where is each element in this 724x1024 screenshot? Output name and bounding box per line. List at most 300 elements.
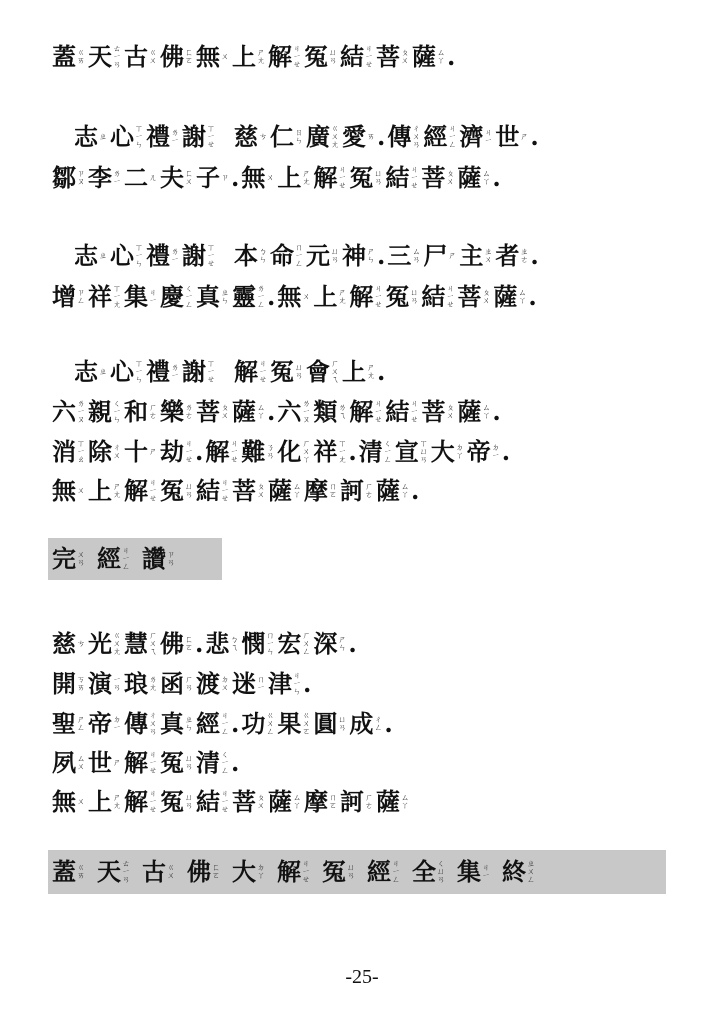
hanzi: 禮 bbox=[146, 241, 170, 270]
zhuyin: ㄊ ㄧ ㄢ bbox=[122, 859, 130, 884]
hanzi: 終 bbox=[502, 857, 526, 886]
hanzi: 佛 bbox=[160, 629, 184, 658]
hanzi: 悲 bbox=[205, 629, 230, 658]
annotated-character bbox=[52, 629, 85, 659]
hanzi: 上 bbox=[88, 476, 112, 505]
annotated-character bbox=[52, 857, 85, 887]
hanzi: 結 bbox=[196, 787, 220, 816]
zhuyin: ㄐ ㄧ ㄝ bbox=[338, 165, 347, 190]
annotated-character bbox=[306, 122, 339, 152]
hanzi: 解 bbox=[234, 357, 258, 386]
annotated-character bbox=[376, 476, 409, 506]
zhuyin: ㄕ bbox=[448, 251, 457, 260]
zhuyin: ㄩ ㄢ bbox=[347, 863, 355, 880]
zhuyin: ㄑ ㄩ ㄢ bbox=[437, 859, 445, 884]
annotated-character bbox=[387, 122, 420, 152]
zhuyin: ㄕ ㄤ bbox=[113, 482, 121, 499]
annotated-character bbox=[385, 397, 418, 427]
zhuyin: ㄍ ㄞ bbox=[77, 863, 85, 880]
zhuyin: ㄘ bbox=[77, 639, 85, 648]
hanzi: 和 bbox=[124, 397, 148, 426]
annotated-character bbox=[277, 397, 310, 427]
hanzi: 會 bbox=[306, 357, 330, 386]
text-line bbox=[74, 122, 541, 152]
hanzi: 薩 bbox=[457, 397, 482, 426]
zhuyin: ㄍ ㄞ bbox=[77, 48, 85, 65]
zhuyin: ㄈ ㄨ bbox=[185, 169, 193, 186]
annotated-character bbox=[196, 709, 229, 739]
punctuation-period: . bbox=[231, 163, 240, 192]
annotated-character bbox=[421, 397, 454, 427]
annotated-character bbox=[421, 163, 454, 193]
annotated-character bbox=[322, 857, 355, 887]
hanzi: 古 bbox=[142, 857, 166, 886]
annotated-character bbox=[88, 669, 121, 699]
annotated-character bbox=[232, 787, 265, 817]
zhuyin: ㄌ ㄧ bbox=[171, 247, 179, 264]
hanzi: 上 bbox=[277, 163, 302, 192]
hanzi: 三 bbox=[387, 241, 412, 270]
zhuyin: ㄑ ㄧ ㄥ bbox=[185, 284, 193, 309]
annotated-character bbox=[205, 437, 238, 467]
annotated-character bbox=[277, 857, 310, 887]
hanzi: 解 bbox=[268, 42, 292, 71]
hanzi: 慶 bbox=[160, 282, 184, 311]
annotated-character bbox=[232, 476, 265, 506]
zhuyin: ㄔ ㄨ ㄢ bbox=[149, 711, 157, 736]
hanzi: 真 bbox=[196, 282, 220, 311]
hanzi: 鄒 bbox=[52, 163, 76, 192]
hanzi: 冤 bbox=[349, 163, 374, 192]
zhuyin: ㄏ ㄨ ㄥ bbox=[302, 631, 311, 656]
zhuyin: ㄙ ㄨ bbox=[77, 754, 85, 771]
annotated-character bbox=[467, 437, 500, 467]
annotated-character bbox=[52, 787, 85, 817]
text-line bbox=[52, 709, 395, 739]
zhuyin: ㄐ ㄧ bbox=[482, 863, 490, 880]
zhuyin: ㄩ ㄢ bbox=[331, 247, 339, 264]
text-line bbox=[74, 241, 541, 271]
hanzi: 祥 bbox=[88, 282, 112, 311]
annotated-character bbox=[88, 397, 121, 427]
annotated-character bbox=[52, 476, 85, 506]
zhuyin: ㄈ ㄛ bbox=[185, 635, 193, 652]
zhuyin: ㄐ ㄧ ㄝ bbox=[410, 399, 419, 424]
annotated-character bbox=[110, 357, 143, 387]
hanzi: 無 bbox=[52, 476, 76, 505]
zhuyin: ㄌ ㄧ ㄥ bbox=[257, 284, 265, 309]
annotated-character bbox=[97, 544, 130, 574]
hanzi: 薩 bbox=[376, 476, 400, 505]
zhuyin: ㄈ ㄛ bbox=[185, 48, 193, 65]
punctuation-period: . bbox=[348, 629, 357, 658]
zhuyin: ㄕ ㄤ bbox=[257, 48, 265, 65]
annotated-character bbox=[182, 122, 215, 152]
hanzi: 祥 bbox=[313, 437, 338, 466]
annotated-character bbox=[241, 629, 274, 659]
hanzi: 摩 bbox=[304, 476, 328, 505]
annotated-character bbox=[349, 282, 382, 312]
hanzi: 禮 bbox=[146, 357, 170, 386]
zhuyin: ㄔ ㄨ ㄢ bbox=[412, 124, 421, 149]
zhuyin: ㄙ ㄚ bbox=[257, 403, 265, 420]
zhuyin: ㄇ ㄛ bbox=[329, 793, 337, 810]
zhuyin: ㄨ bbox=[266, 173, 275, 182]
annotated-character bbox=[376, 787, 409, 817]
hanzi: 佛 bbox=[187, 857, 211, 886]
annotated-character bbox=[88, 42, 121, 72]
annotated-character bbox=[431, 437, 464, 467]
closing-heading bbox=[52, 857, 547, 887]
annotated-character bbox=[313, 437, 346, 467]
annotated-character bbox=[395, 437, 428, 467]
annotated-character bbox=[493, 282, 526, 312]
hanzi: 菩 bbox=[421, 163, 446, 192]
zhuyin: ㄒ ㄧ ㄤ bbox=[338, 439, 347, 464]
zhuyin: ㄩ ㄢ bbox=[374, 169, 383, 186]
hanzi: 慈 bbox=[52, 629, 76, 658]
zhuyin: ㄅ ㄟ bbox=[230, 635, 239, 652]
zhuyin: ㄐ ㄧ ㄝ bbox=[149, 478, 157, 503]
punctuation-period: . bbox=[267, 397, 276, 426]
zhuyin: ㄕ bbox=[113, 758, 121, 767]
punctuation-period: . bbox=[303, 669, 312, 698]
hanzi: 函 bbox=[160, 669, 184, 698]
zhuyin: ㄊ ㄧ ㄢ bbox=[113, 44, 121, 69]
hanzi: 解 bbox=[205, 437, 230, 466]
annotated-character bbox=[160, 476, 193, 506]
annotated-character bbox=[74, 357, 107, 387]
punctuation-period: . bbox=[377, 241, 386, 270]
hanzi: 結 bbox=[385, 397, 410, 426]
annotated-character bbox=[277, 709, 310, 739]
hanzi: 仁 bbox=[270, 122, 294, 151]
zhuyin: ㄕ bbox=[520, 132, 529, 141]
annotated-character bbox=[124, 629, 157, 659]
annotated-character bbox=[232, 397, 265, 427]
hanzi: 成 bbox=[349, 709, 374, 738]
annotated-character bbox=[196, 669, 229, 699]
hanzi: 蓋 bbox=[52, 42, 76, 71]
hanzi: 大 bbox=[232, 857, 256, 886]
annotated-character bbox=[88, 787, 121, 817]
hanzi: 宏 bbox=[277, 629, 302, 658]
hanzi: 傳 bbox=[124, 709, 148, 738]
hanzi: 本 bbox=[234, 241, 258, 270]
annotated-character bbox=[160, 709, 193, 739]
hanzi: 宣 bbox=[394, 437, 419, 466]
hanzi: 樂 bbox=[160, 397, 184, 426]
annotated-character bbox=[97, 857, 130, 887]
annotated-character bbox=[124, 437, 157, 467]
hanzi: 結 bbox=[385, 163, 410, 192]
hanzi: 集 bbox=[124, 282, 148, 311]
punctuation-period: . bbox=[231, 709, 240, 738]
annotated-character bbox=[241, 437, 274, 467]
hanzi: 心 bbox=[110, 241, 134, 270]
annotated-character bbox=[160, 282, 193, 312]
hanzi: 尸 bbox=[423, 241, 448, 270]
zhuyin: ㄩ ㄢ bbox=[295, 363, 303, 380]
punctuation-period: . bbox=[411, 476, 420, 505]
annotated-character bbox=[340, 476, 373, 506]
annotated-character bbox=[423, 241, 456, 271]
zhuyin: ㄐ ㄧ bbox=[149, 288, 157, 305]
zhuyin: ㄇ ㄧ ㄣ bbox=[266, 631, 275, 656]
annotated-character bbox=[268, 476, 301, 506]
annotated-character bbox=[270, 122, 303, 152]
hanzi: 解 bbox=[124, 748, 148, 777]
annotated-character bbox=[313, 282, 346, 312]
hanzi: 解 bbox=[124, 787, 148, 816]
zhuyin: ㄧ ㄢ bbox=[113, 675, 121, 692]
punctuation-period: . bbox=[447, 42, 456, 71]
hanzi: 傳 bbox=[387, 122, 412, 151]
annotated-character bbox=[88, 748, 121, 778]
zhuyin: ㄍ ㄨ bbox=[167, 863, 175, 880]
annotated-character bbox=[88, 163, 121, 193]
text-line bbox=[52, 629, 359, 659]
annotated-character bbox=[124, 163, 157, 193]
zhuyin: ㄏ ㄜ bbox=[365, 482, 373, 499]
zhuyin: ㄓ ㄣ bbox=[221, 288, 229, 305]
annotated-character bbox=[277, 629, 310, 659]
annotated-character bbox=[124, 476, 157, 506]
annotated-character bbox=[495, 241, 528, 271]
zhuyin: ㄓ ㄨ bbox=[484, 247, 493, 264]
hanzi: 消 bbox=[52, 437, 76, 466]
zhuyin: ㄕ ㄣ bbox=[367, 247, 375, 264]
zhuyin: ㄇ ㄛ bbox=[329, 482, 337, 499]
hanzi: 帝 bbox=[466, 437, 491, 466]
annotated-character bbox=[124, 282, 157, 312]
hanzi: 六 bbox=[277, 397, 302, 426]
zhuyin: ㄙ ㄚ bbox=[401, 793, 409, 810]
hanzi: 經 bbox=[97, 544, 121, 573]
zhuyin: ㄅ ㄣ bbox=[259, 247, 267, 264]
annotated-character bbox=[88, 709, 121, 739]
hanzi: 冤 bbox=[160, 748, 184, 777]
zhuyin: ㄐ ㄧ ㄝ bbox=[221, 478, 229, 503]
annotated-character bbox=[241, 709, 274, 739]
hanzi: 果 bbox=[277, 709, 302, 738]
annotated-character bbox=[88, 282, 121, 312]
zhuyin: ㄔ ㄥ bbox=[374, 715, 383, 732]
zhuyin: ㄕ ㄤ bbox=[367, 363, 375, 380]
zhuyin: ㄨ bbox=[77, 797, 85, 806]
hanzi: 琅 bbox=[124, 669, 148, 698]
zhuyin: ㄉ ㄚ bbox=[257, 863, 265, 880]
annotated-character bbox=[146, 122, 179, 152]
hanzi: 全 bbox=[412, 857, 436, 886]
annotated-character bbox=[340, 787, 373, 817]
zhuyin: ㄍ ㄨ ㄤ bbox=[331, 124, 339, 149]
hanzi: 開 bbox=[52, 669, 76, 698]
annotated-character bbox=[142, 544, 175, 574]
hanzi: 迷 bbox=[232, 669, 256, 698]
annotated-character bbox=[234, 122, 267, 152]
zhuyin: ㄍ ㄨ ㄛ bbox=[302, 711, 311, 736]
annotated-character bbox=[196, 476, 229, 506]
zhuyin: ㄈ ㄛ bbox=[212, 863, 220, 880]
hanzi: 菩 bbox=[232, 476, 256, 505]
zhuyin: ㄒ ㄧ ㄝ bbox=[207, 359, 215, 384]
annotated-character bbox=[74, 241, 107, 271]
annotated-character bbox=[359, 437, 392, 467]
annotated-character bbox=[342, 122, 375, 152]
text-line bbox=[52, 748, 241, 778]
closing-heading-box bbox=[48, 850, 666, 894]
hanzi: 慧 bbox=[124, 629, 148, 658]
annotated-character bbox=[268, 669, 301, 699]
zhuyin: ㄨ bbox=[77, 486, 85, 495]
annotated-character bbox=[52, 709, 85, 739]
hanzi: 無 bbox=[277, 282, 302, 311]
zhuyin: ㄇ ㄧ bbox=[257, 675, 265, 692]
punctuation-period: . bbox=[492, 397, 501, 426]
zhuyin: ㄍ ㄨ ㄤ bbox=[113, 631, 121, 656]
hanzi: 天 bbox=[97, 857, 121, 886]
annotated-character bbox=[232, 669, 265, 699]
hanzi: 者 bbox=[495, 241, 520, 270]
hanzi: 化 bbox=[277, 437, 302, 466]
zhuyin: ㄙ ㄢ bbox=[412, 247, 421, 264]
hanzi: 訶 bbox=[340, 476, 364, 505]
zhuyin: ㄐ ㄧ ㄥ bbox=[221, 711, 229, 736]
hanzi: 難 bbox=[241, 437, 266, 466]
hanzi: 劫 bbox=[160, 437, 184, 466]
zhuyin: ㄩ ㄢ bbox=[338, 715, 347, 732]
zhuyin: ㄆ ㄨ bbox=[257, 482, 265, 499]
annotated-character bbox=[387, 241, 420, 271]
zhuyin: ㄙ ㄚ bbox=[401, 482, 409, 499]
zhuyin: ㄐ ㄧ ㄝ bbox=[365, 44, 373, 69]
hanzi: 清 bbox=[196, 748, 220, 777]
zhuyin: ㄇ ㄧ ㄥ bbox=[295, 243, 303, 268]
zhuyin: ㄐ ㄧ ㄝ bbox=[259, 359, 267, 384]
zhuyin: ㄒ ㄧ ㄣ bbox=[135, 124, 143, 149]
hanzi: 結 bbox=[421, 282, 446, 311]
zhuyin: ㄉ ㄨ bbox=[221, 675, 229, 692]
zhuyin: ㄕ ㄤ bbox=[302, 169, 311, 186]
annotated-character bbox=[110, 241, 143, 271]
hanzi: 天 bbox=[88, 42, 112, 71]
annotated-character bbox=[421, 282, 454, 312]
zhuyin: ㄩ ㄢ bbox=[410, 288, 419, 305]
punctuation-period: . bbox=[267, 282, 276, 311]
zhuyin: ㄍ ㄨ ㄥ bbox=[266, 711, 275, 736]
zhuyin: ㄩ ㄢ bbox=[185, 754, 193, 771]
zhuyin: ㄓ ㄣ bbox=[185, 715, 193, 732]
hanzi: 清 bbox=[358, 437, 383, 466]
annotated-character bbox=[182, 241, 215, 271]
zhuyin: ㄌ ㄟ bbox=[338, 403, 347, 420]
zhuyin: ㄐ ㄧ ㄥ bbox=[392, 859, 400, 884]
zhuyin: ㄏ ㄜ bbox=[149, 403, 157, 420]
zhuyin: ㄗ bbox=[221, 173, 229, 182]
annotated-character bbox=[160, 437, 193, 467]
annotated-character bbox=[270, 241, 303, 271]
zhuyin: ㄩ ㄢ bbox=[185, 793, 193, 810]
zhuyin: ㄒ ㄩ ㄢ bbox=[419, 439, 428, 464]
hanzi: 元 bbox=[306, 241, 330, 270]
hanzi: 志 bbox=[74, 122, 98, 151]
zhuyin: ㄐ ㄧ bbox=[484, 128, 493, 145]
zhuyin: ㄓ bbox=[99, 367, 107, 376]
zhuyin: ㄓ bbox=[99, 251, 107, 260]
annotated-character bbox=[385, 282, 418, 312]
annotated-character bbox=[205, 629, 238, 659]
hanzi: 古 bbox=[124, 42, 148, 71]
section-heading-box bbox=[48, 538, 222, 580]
hanzi: 菩 bbox=[421, 397, 446, 426]
hanzi: 解 bbox=[277, 857, 301, 886]
text-line bbox=[52, 397, 503, 427]
zhuyin: ㄏ ㄨ ㄚ bbox=[302, 439, 311, 464]
hanzi: 菩 bbox=[232, 787, 256, 816]
hanzi: 廣 bbox=[306, 122, 330, 151]
annotated-character bbox=[160, 748, 193, 778]
hanzi: 薩 bbox=[457, 163, 482, 192]
hanzi: 讚 bbox=[142, 544, 166, 573]
zhuyin: ㄑ ㄧ ㄥ bbox=[383, 439, 392, 464]
hanzi: 深 bbox=[313, 629, 338, 658]
zhuyin: ㄐ ㄧ ㄝ bbox=[149, 750, 157, 775]
hanzi: 無 bbox=[241, 163, 266, 192]
annotated-character bbox=[146, 241, 179, 271]
annotated-character bbox=[52, 748, 85, 778]
hanzi: 冤 bbox=[304, 42, 328, 71]
annotated-character bbox=[277, 163, 310, 193]
text-line bbox=[52, 163, 503, 193]
hanzi: 冤 bbox=[160, 476, 184, 505]
hanzi: 菩 bbox=[196, 397, 220, 426]
hanzi: 解 bbox=[124, 476, 148, 505]
zhuyin: ㄒ ㄧ ㄣ bbox=[135, 243, 143, 268]
zhuyin: ㄙ ㄚ bbox=[293, 793, 301, 810]
annotated-character bbox=[313, 163, 346, 193]
hanzi: 菩 bbox=[457, 282, 482, 311]
hanzi: 結 bbox=[340, 42, 364, 71]
annotated-character bbox=[340, 42, 373, 72]
zhuyin: ㄞ bbox=[367, 132, 375, 141]
annotated-character bbox=[52, 669, 85, 699]
zhuyin: ㄌ ㄤ bbox=[149, 675, 157, 692]
annotated-character bbox=[304, 787, 337, 817]
hanzi: 主 bbox=[459, 241, 484, 270]
annotated-character bbox=[142, 857, 175, 887]
zhuyin: ㄏ ㄨ ㄟ bbox=[149, 631, 157, 656]
zhuyin: ㄌ ㄧ bbox=[113, 169, 121, 186]
text-line bbox=[52, 42, 457, 72]
hanzi: 薩 bbox=[493, 282, 518, 311]
annotated-character bbox=[412, 857, 445, 887]
annotated-character bbox=[232, 857, 265, 887]
zhuyin: ㄋ ㄢ bbox=[266, 443, 275, 460]
annotated-character bbox=[196, 282, 229, 312]
annotated-character bbox=[423, 122, 456, 152]
hanzi: 謝 bbox=[182, 357, 206, 386]
hanzi: 謝 bbox=[182, 241, 206, 270]
annotated-character bbox=[241, 163, 274, 193]
hanzi: 冤 bbox=[160, 787, 184, 816]
text-line bbox=[52, 787, 412, 817]
annotated-character bbox=[52, 437, 85, 467]
annotated-character bbox=[367, 857, 400, 887]
zhuyin: ㄆ ㄨ bbox=[221, 403, 229, 420]
annotated-character bbox=[196, 163, 229, 193]
zhuyin: ㄓ ㄜ bbox=[520, 247, 529, 264]
